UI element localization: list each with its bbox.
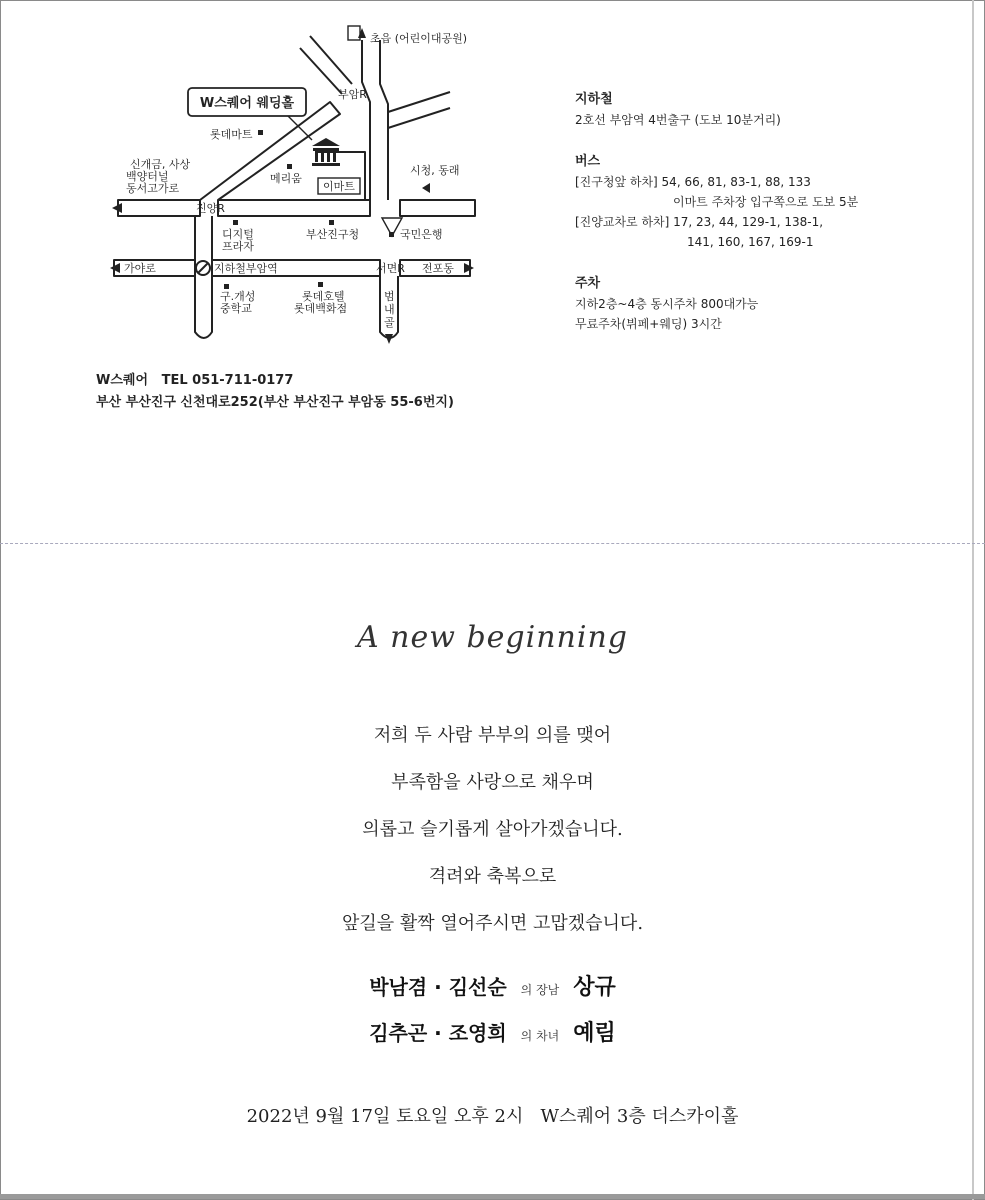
poem-line-3: 의롭고 슬기롭게 살아가겠습니다. bbox=[362, 819, 623, 840]
map-label-west-2: 백양터널 bbox=[126, 170, 169, 183]
map-label-west-3: 동서고가로 bbox=[126, 182, 180, 195]
venue-address: 부산 부산진구 신천대로252(부산 부산진구 부암동 55-6번지) bbox=[96, 395, 454, 410]
groom-row bbox=[0, 970, 985, 1001]
map-label-beom: 범 bbox=[384, 290, 395, 303]
bride-name: 예림 bbox=[573, 1021, 616, 1046]
road-northwest bbox=[300, 36, 352, 94]
date-and-place: 2022년 9월 17일 토요일 오후 2시 W스퀘어 3층 더스카이홀 bbox=[246, 1106, 739, 1127]
parking-line-2: 무료주차(뷔페+웨딩) 3시간 bbox=[575, 317, 722, 331]
map-label-school-2: 중학교 bbox=[220, 302, 252, 315]
map-label-jeonpo: 전포동 bbox=[422, 262, 454, 275]
map-label-busanjin-gu: 부산진구청 bbox=[306, 228, 360, 241]
map-label-north: 초읍 (어린이대공원) bbox=[370, 32, 468, 45]
bride-row bbox=[0, 1016, 985, 1047]
road-sicheong bbox=[400, 200, 475, 216]
map-label-digital-2: 프라자 bbox=[222, 240, 254, 253]
bus-line-1: [진구청앞 하차] 54, 66, 81, 83-1, 88, 133 bbox=[575, 175, 811, 189]
arrow-sicheong bbox=[422, 183, 430, 193]
subway-line: 2호선 부암역 4번출구 (도보 10분거리) bbox=[575, 113, 781, 127]
poem-line-1: 저희 두 사람 부부의 의를 맺어 bbox=[373, 725, 612, 746]
subway-title: 지하철 bbox=[575, 92, 613, 107]
subway-icon bbox=[196, 261, 210, 275]
parking-title: 주차 bbox=[575, 276, 601, 291]
frame-bottom-edge bbox=[0, 1194, 985, 1199]
directions-panel bbox=[575, 90, 858, 356]
arrow-south bbox=[385, 334, 393, 344]
map-label-school-1: 구.개성 bbox=[220, 290, 256, 303]
parking-line-1: 지하2층~4층 동시주차 800대가능 bbox=[575, 297, 759, 311]
map-label-gaya: 가야로 bbox=[124, 262, 156, 275]
map-label-nae: 내 bbox=[384, 303, 395, 316]
subway-section bbox=[575, 90, 858, 130]
map-label-digital-1: 디지털 bbox=[222, 228, 254, 241]
groom-relation: 의 장남 bbox=[520, 983, 560, 997]
road-vertical-west bbox=[195, 216, 212, 338]
invitation-poem bbox=[0, 712, 985, 947]
bride-relation: 의 차녀 bbox=[520, 1029, 560, 1043]
venue-phone: W스퀘어 TEL 051-711-0177 bbox=[96, 373, 294, 388]
venue-info bbox=[96, 370, 454, 414]
parking-section bbox=[575, 274, 858, 334]
bus-title: 버스 bbox=[575, 154, 601, 169]
road-jinyang-east bbox=[218, 200, 370, 216]
poem-line-2: 부족함을 사랑으로 채우며 bbox=[391, 772, 594, 793]
script-title: A new beginning bbox=[356, 620, 628, 655]
map-label-hotel-2: 롯데백화점 bbox=[294, 302, 348, 315]
arrow-north bbox=[358, 28, 366, 38]
map-label-seomyeon: 서면R bbox=[376, 262, 405, 275]
poem-line-5: 앞길을 활짝 열어주시면 고맙겠습니다. bbox=[341, 913, 644, 934]
map-label-sicheong: 시청, 동래 bbox=[410, 164, 460, 177]
map-label-merium: 메리움 bbox=[270, 172, 302, 185]
map-label-buam: 부암R bbox=[338, 88, 367, 101]
venue-callout-label: W스퀘어 웨딩홀 bbox=[199, 96, 295, 111]
bus-section bbox=[575, 152, 858, 252]
map-label-hotel-1: 롯데호텔 bbox=[302, 290, 345, 303]
map-label-lotte-mart: 롯데마트 bbox=[210, 128, 253, 141]
poem-line-4: 격려와 축복으로 bbox=[428, 866, 557, 887]
fold-line bbox=[0, 543, 985, 544]
groom-parents: 박남겸 · 김선순 bbox=[369, 975, 507, 999]
map-label-jinyang: 진양R bbox=[196, 202, 225, 215]
bus-line-2: 이마트 주차장 입구쪽으로 도보 5분 bbox=[673, 195, 859, 209]
road-northeast bbox=[388, 92, 450, 128]
bus-line-3: [진양교차로 하차] 17, 23, 44, 129-1, 138-1, bbox=[575, 215, 824, 229]
road-upper bbox=[118, 200, 200, 216]
map-label-subway: 지하철부암역 bbox=[214, 262, 278, 275]
bus-line-4: 141, 160, 167, 169-1 bbox=[687, 235, 814, 249]
map-label-kookmin: 국민은행 bbox=[400, 228, 443, 241]
map-label-emart: 이마트 bbox=[323, 180, 355, 193]
location-map bbox=[100, 22, 500, 352]
bride-parents: 김추곤 · 조영희 bbox=[369, 1021, 507, 1045]
groom-name: 상규 bbox=[573, 975, 616, 1000]
map-label-west-1: 신개금, 사상 bbox=[130, 158, 191, 171]
map-label-gol: 골 bbox=[384, 316, 395, 329]
